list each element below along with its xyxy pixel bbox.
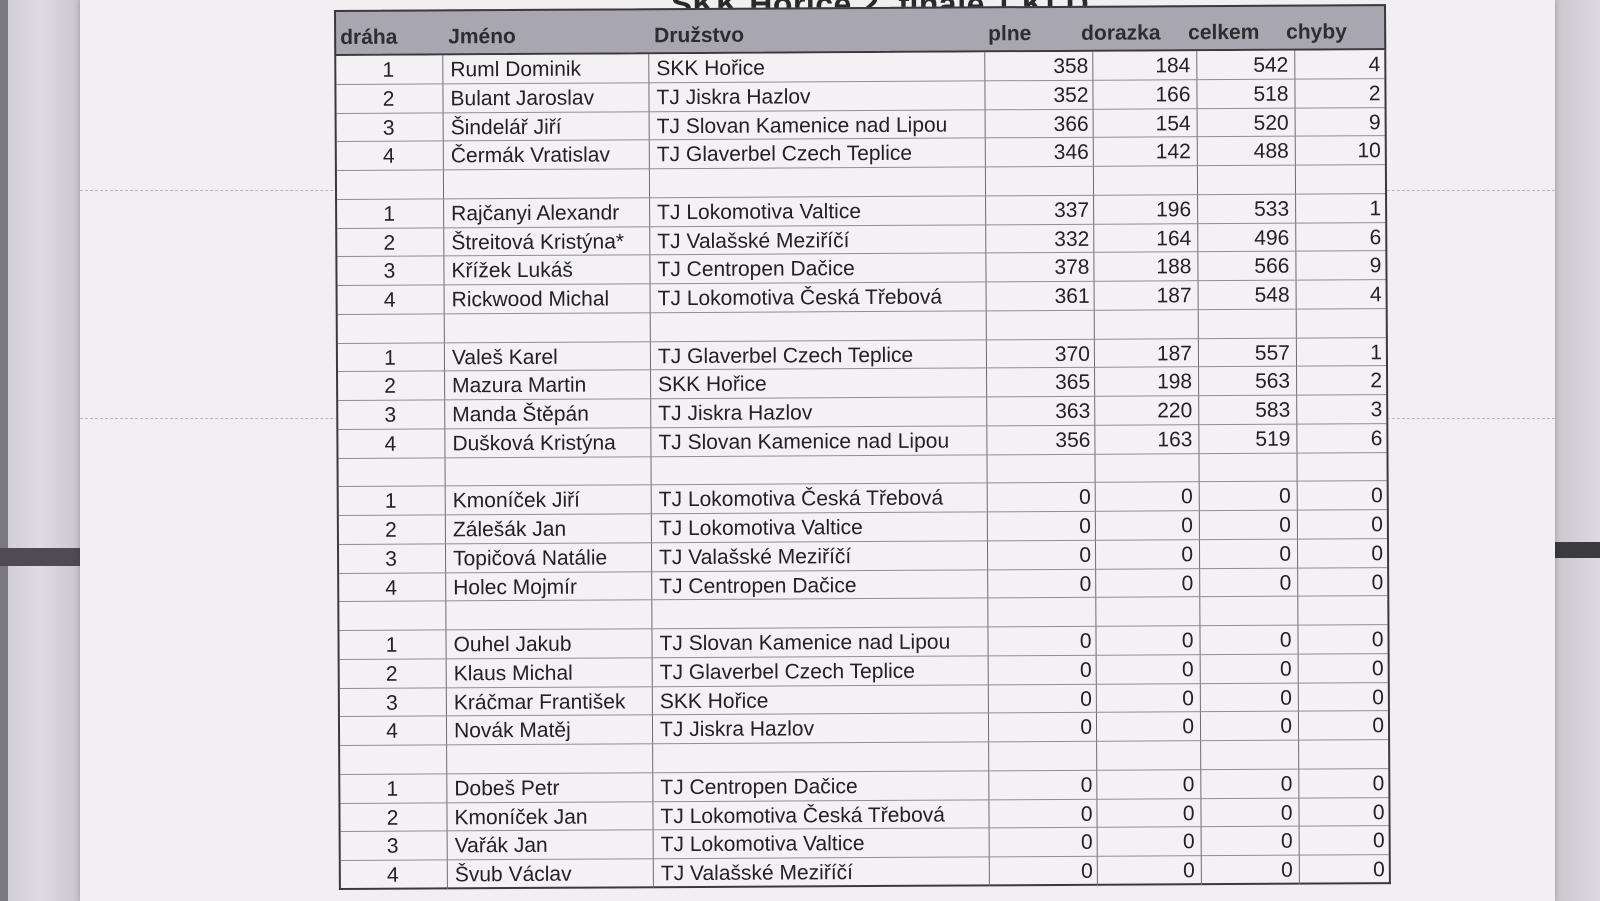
chyby-cell: 9 — [1369, 254, 1382, 278]
chyby-cell: 0 — [1372, 714, 1385, 738]
chyby-cell: 0 — [1372, 685, 1384, 709]
player-name-cell: Manda Štěpán — [452, 402, 589, 427]
dorazka-cell: 0 — [1181, 542, 1194, 567]
team-cell: TJ Jiskra Hazlov — [656, 85, 811, 109]
plne-cell: 0 — [1079, 514, 1091, 538]
plne-cell — [999, 457, 1091, 458]
results-table — [334, 4, 1391, 890]
lane-cell: 1 — [384, 346, 396, 370]
lane-cell: 1 — [382, 58, 395, 82]
lane-cell — [337, 173, 441, 174]
plne-cell: 0 — [1080, 802, 1093, 826]
plne-cell: 0 — [1079, 572, 1092, 596]
celkem-cell: 0 — [1280, 686, 1292, 710]
chyby-cell: 0 — [1371, 628, 1384, 652]
column-header-chyby: chyby — [1286, 20, 1347, 44]
team-cell: TJ Lokomotiva Česká Třebová — [657, 285, 943, 311]
player-name-cell: Klaus Michal — [453, 661, 573, 686]
team-cell: SKK Hořice — [659, 689, 769, 713]
player-name-cell: Švub Václav — [454, 862, 572, 887]
chyby-cell: 2 — [1370, 369, 1383, 393]
lane-cell — [339, 605, 443, 606]
celkem-cell: 496 — [1254, 226, 1290, 250]
plne-cell — [997, 170, 1089, 171]
team-cell: TJ Slovan Kamenice nad Lipou — [656, 113, 948, 138]
plne-cell: 0 — [1080, 831, 1093, 855]
team-cell: SKK Hořice — [658, 372, 767, 397]
chyby-cell: 10 — [1357, 139, 1381, 163]
player-name-cell: Rajčanyi Alexandr — [451, 201, 620, 226]
dorazka-cell: 0 — [1183, 859, 1195, 883]
dorazka-cell: 142 — [1155, 140, 1191, 164]
team-cell: TJ Centropen Dačice — [657, 257, 855, 282]
chyby-cell: 0 — [1372, 771, 1385, 795]
plne-cell: 361 — [1054, 284, 1090, 308]
celkem-cell: 518 — [1253, 82, 1289, 106]
team-cell: TJ Lokomotiva Česká Třebová — [658, 486, 944, 512]
team-cell: TJ Valašské Meziříčí — [660, 861, 854, 886]
plne-cell — [1000, 745, 1092, 746]
lane-cell: 2 — [383, 231, 396, 255]
plne-cell: 365 — [1054, 371, 1091, 395]
chyby-cell: 0 — [1371, 541, 1384, 565]
lane-cell: 1 — [384, 489, 397, 513]
plne-cell: 0 — [1078, 486, 1091, 510]
dorazka-cell: 0 — [1180, 485, 1193, 509]
plne-cell: 337 — [1054, 198, 1090, 222]
lane-cell: 2 — [385, 662, 398, 686]
table-body — [334, 50, 1391, 890]
celkem-cell: 0 — [1281, 858, 1293, 882]
plne-cell: 346 — [1053, 141, 1089, 165]
celkem-cell: 0 — [1278, 484, 1291, 508]
plne-cell — [998, 314, 1090, 315]
chyby-cell: 4 — [1369, 283, 1382, 307]
chyby-cell: 4 — [1368, 53, 1381, 77]
celkem-cell: 548 — [1254, 283, 1290, 307]
dorazka-cell: 187 — [1156, 284, 1192, 308]
celkem-cell: 0 — [1279, 571, 1292, 595]
chyby-cell: 6 — [1369, 225, 1382, 249]
lane-cell: 3 — [385, 691, 398, 715]
dorazka-cell: 198 — [1156, 370, 1193, 394]
lane-cell: 2 — [382, 87, 395, 111]
chyby-cell: 0 — [1371, 513, 1383, 537]
player-name-cell: Kmoníček Jan — [454, 805, 588, 829]
chyby-cell: 0 — [1372, 800, 1385, 824]
plne-cell: 332 — [1054, 227, 1090, 251]
player-name-cell: Topičová Natálie — [453, 546, 608, 571]
dorazka-cell: 0 — [1182, 801, 1195, 825]
column-header-team: Družstvo — [654, 23, 745, 48]
celkem-cell: 0 — [1280, 801, 1293, 825]
player-name-cell: Vařák Jan — [454, 834, 548, 858]
lane-cell: 1 — [385, 633, 398, 657]
dorazka-cell — [1099, 600, 1193, 601]
team-cell: SKK Hořice — [656, 56, 765, 81]
player-name-cell: Ouhel Jakub — [453, 632, 572, 657]
chyby-cell: 0 — [1371, 656, 1384, 680]
lane-cell — [339, 461, 443, 462]
celkem-cell: 542 — [1253, 53, 1289, 77]
column-header-dorazka: dorazka — [1081, 21, 1161, 45]
lane-cell: 4 — [386, 863, 399, 887]
celkem-cell: 0 — [1280, 829, 1293, 853]
dorazka-cell: 0 — [1181, 657, 1194, 682]
plne-cell: 0 — [1080, 716, 1093, 740]
player-name-cell: Ruml Dominik — [450, 57, 582, 82]
player-name-cell: Mazura Martin — [452, 373, 587, 398]
team-cell: TJ Slovan Kamenice nad Lipou — [658, 429, 950, 454]
team-cell: TJ Lokomotiva Česká Třebová — [660, 803, 945, 828]
lane-cell: 2 — [386, 806, 399, 830]
lane-cell: 4 — [385, 576, 398, 600]
plne-cell: 356 — [1055, 428, 1091, 452]
dorazka-cell: 0 — [1182, 715, 1195, 739]
player-name-cell: Kmoníček Jiří — [452, 488, 581, 513]
plne-cell: 366 — [1053, 112, 1089, 136]
wall-background-left — [0, 0, 80, 901]
team-cell: TJ Slovan Kamenice nad Lipou — [659, 630, 951, 656]
chyby-cell: 0 — [1370, 484, 1383, 508]
chyby-cell: 2 — [1368, 81, 1381, 105]
player-name-cell: Novák Matěj — [453, 718, 571, 743]
celkem-cell: 0 — [1279, 657, 1292, 681]
results-sheet-paper — [80, 0, 1555, 901]
lane-cell: 4 — [383, 288, 396, 312]
player-name-cell: Dušková Kristýna — [452, 431, 616, 456]
player-name-cell: Křížek Lukáš — [451, 258, 573, 283]
wall-ledge — [1555, 542, 1600, 558]
celkem-cell: 0 — [1280, 714, 1293, 738]
table-row — [341, 855, 1389, 890]
team-cell: TJ Valašské Meziříčí — [657, 228, 850, 253]
plne-cell: 363 — [1055, 399, 1091, 423]
lane-cell: 2 — [384, 518, 397, 542]
team-cell: TJ Glaverbel Czech Teplice — [656, 142, 913, 167]
table-header — [334, 4, 1386, 56]
dorazka-cell — [1100, 744, 1194, 745]
player-name-cell: Dobeš Petr — [454, 776, 560, 801]
lane-cell: 3 — [383, 259, 396, 283]
chyby-cell: 3 — [1370, 398, 1383, 422]
player-name-cell: Holec Mojmír — [453, 575, 577, 599]
dorazka-cell: 0 — [1182, 686, 1194, 710]
dorazka-cell: 0 — [1181, 629, 1194, 653]
team-cell: TJ Glaverbel Czech Teplice — [657, 343, 914, 368]
dorazka-cell: 154 — [1155, 111, 1191, 135]
column-header-plne: plne — [988, 22, 1032, 46]
player-name-cell: Zálešák Jan — [452, 517, 567, 542]
plne-cell: 352 — [1053, 83, 1089, 107]
lane-cell: 3 — [385, 547, 397, 571]
team-cell: TJ Lokomotiva Valtice — [658, 516, 863, 541]
lane-cell: 1 — [383, 202, 396, 226]
celkem-cell: 557 — [1254, 341, 1290, 365]
dorazka-cell: 164 — [1156, 226, 1192, 250]
lane-cell: 2 — [384, 374, 397, 398]
chyby-cell: 0 — [1373, 858, 1385, 882]
celkem-cell: 0 — [1280, 772, 1293, 796]
plne-cell: 0 — [1079, 658, 1092, 682]
team-cell: TJ Centropen Dačice — [659, 573, 857, 598]
player-name-cell: Štreitová Kristýna* — [451, 229, 625, 254]
plne-cell: 0 — [1079, 543, 1092, 567]
chyby-cell: 1 — [1370, 340, 1382, 364]
dorazka-cell: 0 — [1182, 830, 1195, 854]
plne-cell: 370 — [1054, 342, 1090, 366]
player-name-cell: Kráčmar František — [453, 689, 626, 714]
player-name-cell: Čermák Vratislav — [450, 143, 610, 168]
lane-cell: 3 — [386, 834, 399, 858]
plne-cell: 0 — [1080, 687, 1092, 711]
plne-cell: 378 — [1054, 256, 1090, 280]
celkem-cell: 0 — [1279, 628, 1292, 652]
celkem-cell: 563 — [1254, 369, 1291, 394]
celkem-cell: 566 — [1254, 254, 1290, 279]
plne-cell: 0 — [1081, 859, 1093, 883]
lane-cell — [340, 748, 444, 749]
celkem-cell: 488 — [1253, 139, 1289, 164]
dorazka-cell: 0 — [1181, 514, 1193, 538]
dorazka-cell: 187 — [1156, 341, 1192, 365]
dorazka-cell — [1098, 313, 1192, 314]
plne-cell: 0 — [1079, 629, 1092, 653]
team-cell: TJ Glaverbel Czech Teplice — [659, 659, 915, 684]
dorazka-cell: 0 — [1182, 772, 1195, 797]
player-name-cell: Valeš Karel — [451, 345, 558, 369]
player-name-cell: Bulant Jaroslav — [450, 86, 595, 111]
player-name-cell: Rickwood Michal — [451, 287, 610, 312]
team-cell: TJ Jiskra Hazlov — [659, 717, 815, 742]
wall-background-right — [1555, 0, 1600, 901]
wall-ledge — [0, 548, 80, 566]
column-header-celkem: celkem — [1188, 20, 1260, 45]
dorazka-cell — [1097, 169, 1191, 170]
plne-cell: 0 — [1080, 773, 1093, 797]
plne-cell: 358 — [1053, 54, 1089, 78]
dorazka-cell — [1099, 457, 1193, 458]
dorazka-cell: 166 — [1155, 82, 1191, 107]
dorazka-cell: 184 — [1155, 54, 1191, 78]
lane-cell: 4 — [386, 719, 398, 743]
chyby-cell: 0 — [1372, 829, 1385, 853]
team-cell: TJ Centropen Dačice — [660, 774, 858, 799]
celkem-cell: 0 — [1279, 513, 1291, 537]
chyby-cell: 9 — [1368, 110, 1381, 134]
column-header-lane: dráha — [340, 25, 398, 49]
dorazka-cell: 0 — [1181, 571, 1194, 595]
dorazka-cell: 196 — [1156, 197, 1192, 222]
wall-post — [0, 0, 8, 901]
lane-cell — [338, 317, 442, 318]
celkem-cell: 533 — [1254, 197, 1290, 221]
chyby-cell: 6 — [1370, 426, 1383, 450]
celkem-cell: 519 — [1255, 427, 1291, 451]
celkem-cell: 0 — [1279, 542, 1292, 566]
plne-cell — [999, 601, 1091, 602]
celkem-cell: 583 — [1255, 398, 1291, 422]
chyby-cell: 1 — [1369, 196, 1382, 220]
celkem-cell: 520 — [1253, 111, 1289, 135]
player-name-cell: Šindelář Jiří — [450, 115, 562, 139]
lane-cell: 3 — [384, 403, 397, 427]
lane-cell: 1 — [386, 777, 399, 801]
dorazka-cell: 220 — [1157, 399, 1193, 423]
team-cell: TJ Valašské Meziříčí — [658, 544, 852, 569]
team-cell: TJ Jiskra Hazlov — [658, 401, 813, 426]
lane-cell: 3 — [382, 116, 395, 140]
team-cell: TJ Lokomotiva Valtice — [657, 199, 862, 224]
dorazka-cell: 188 — [1156, 255, 1192, 279]
team-cell: TJ Lokomotiva Valtice — [660, 832, 865, 857]
column-header-name: Jméno — [448, 24, 516, 49]
chyby-cell: 0 — [1371, 570, 1384, 594]
lane-cell: 4 — [384, 432, 397, 456]
dorazka-cell: 163 — [1157, 427, 1193, 452]
lane-cell: 4 — [382, 144, 395, 168]
